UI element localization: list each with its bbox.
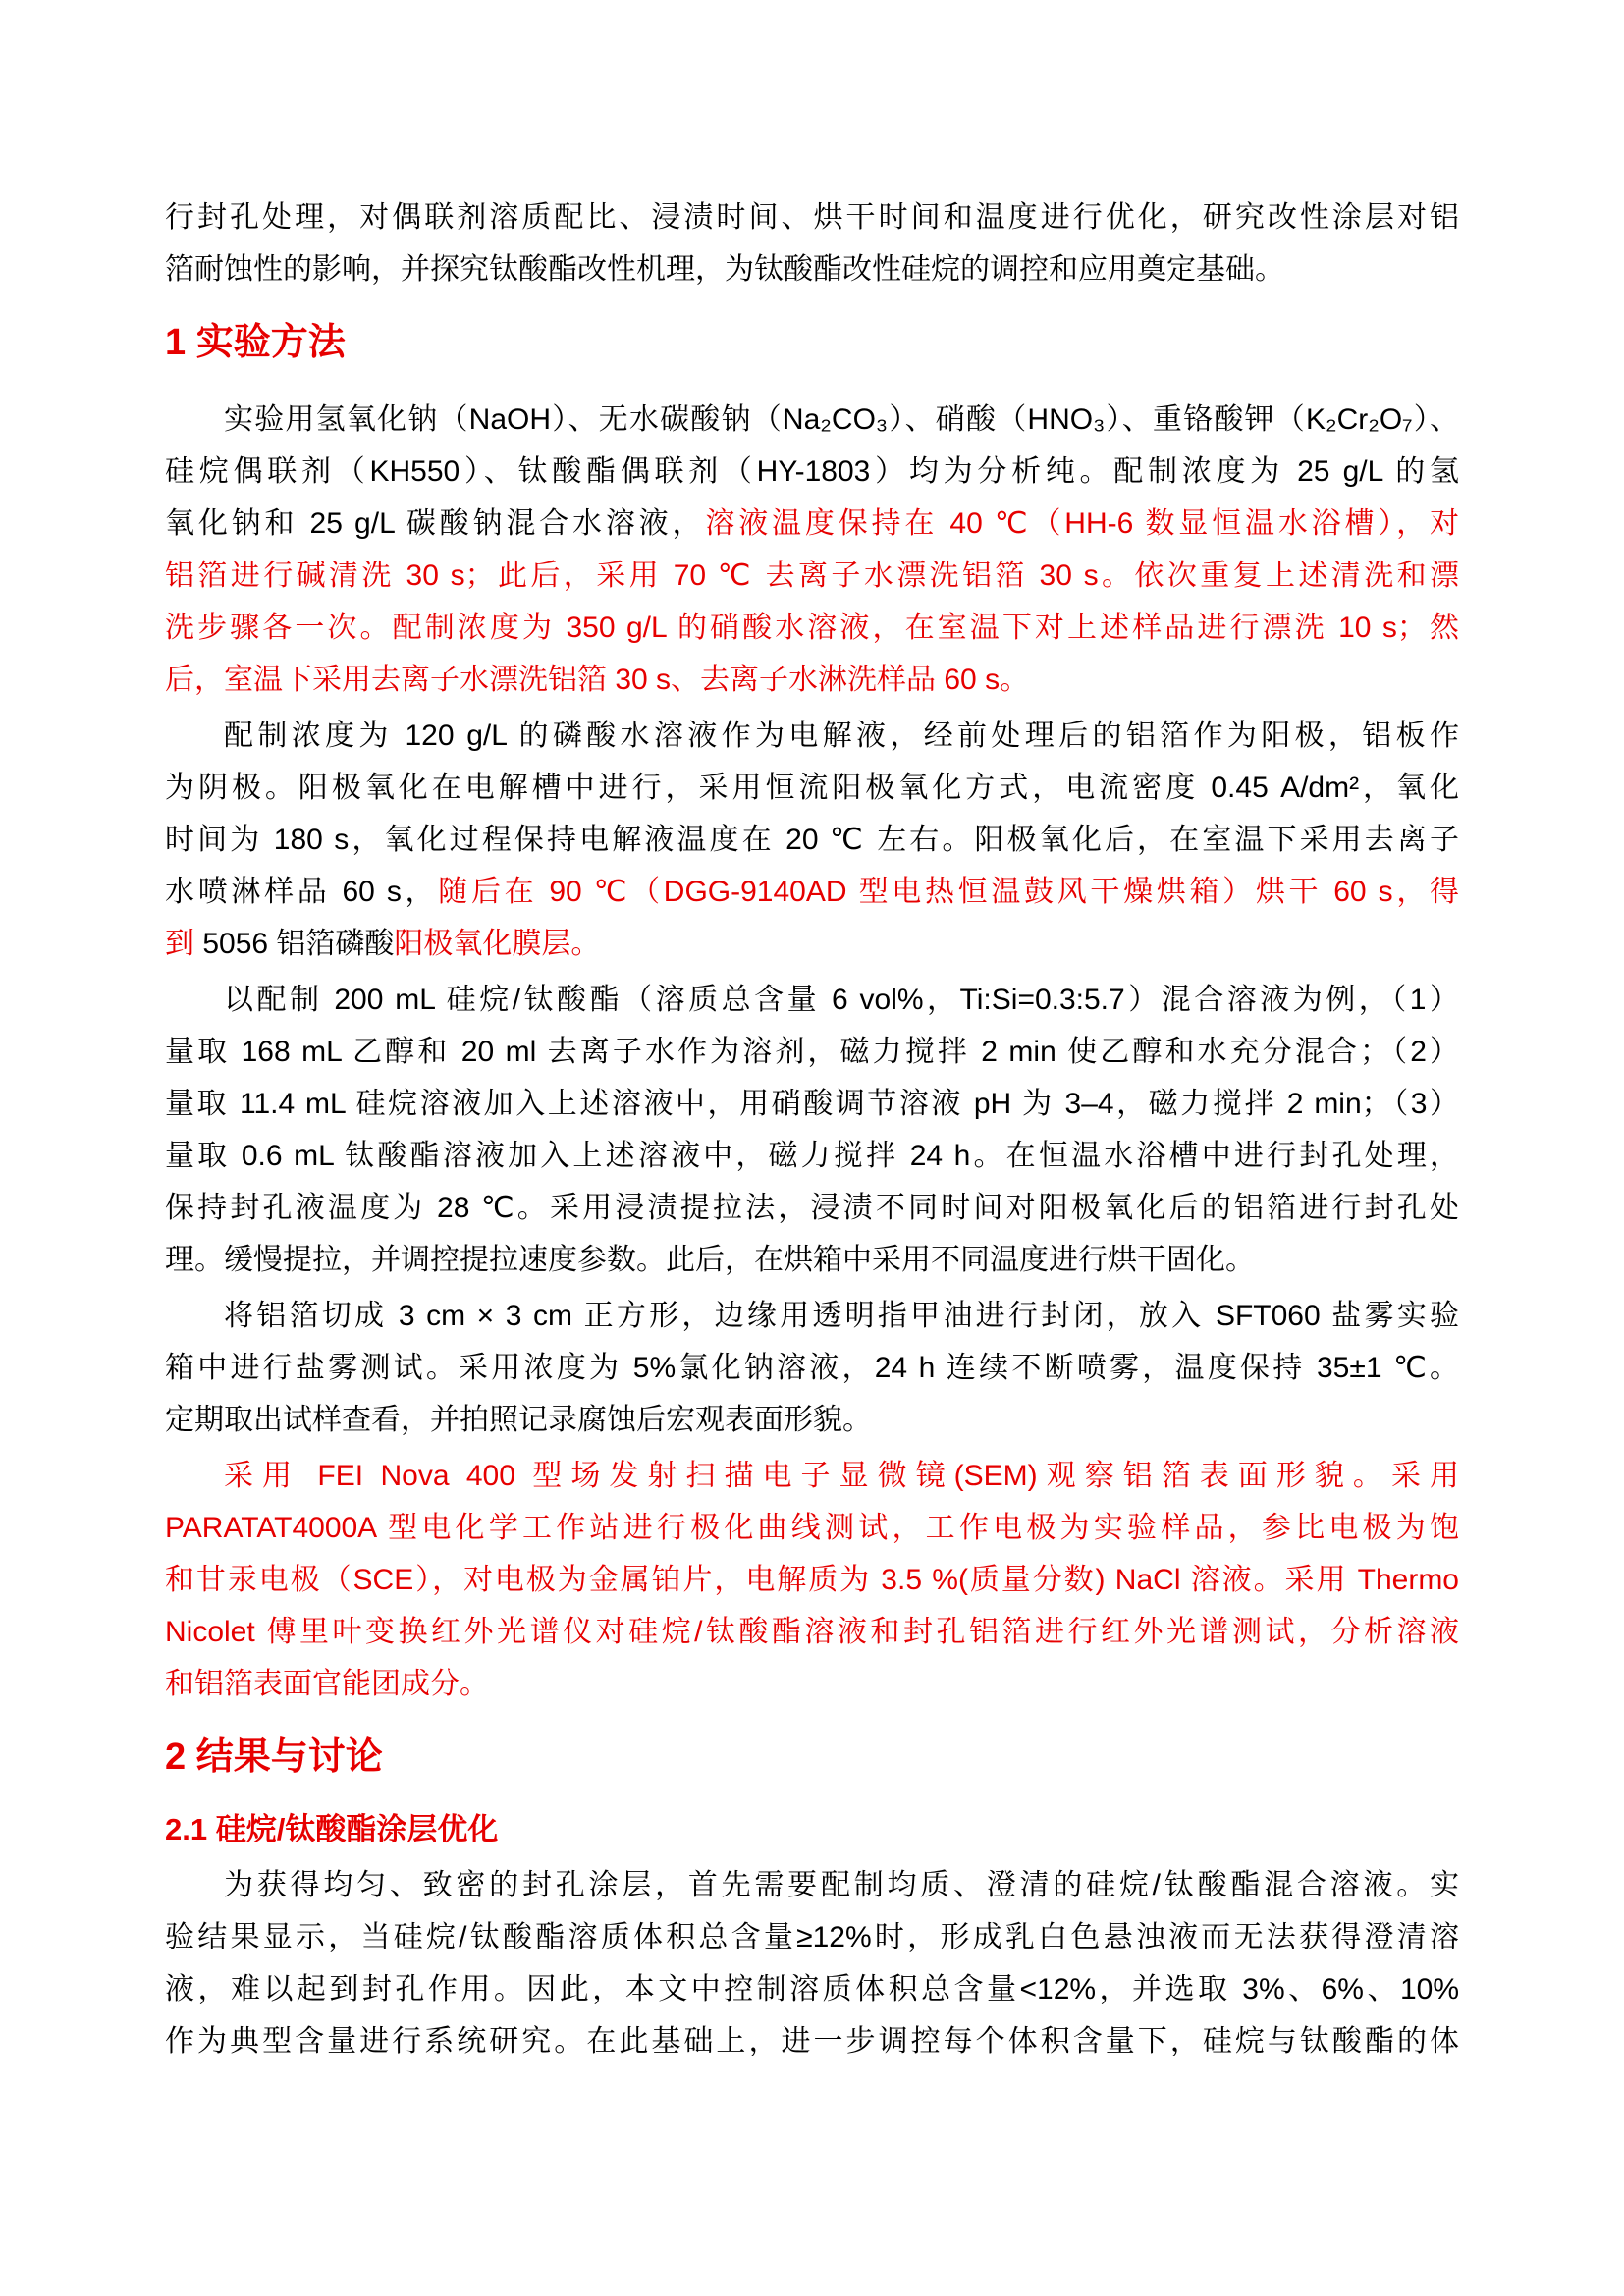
text-line: [165, 1394, 1459, 1446]
text-run: 量取 168 mL 乙醇和 20 ml 去离子水作为溶剂，磁力搅拌 2 min 使乙醇和水充分混合；（2）: [165, 1036, 1459, 1068]
text-line: [165, 918, 1459, 970]
text-run: 以配制 200 mL 硅烷/钛酸酯（溶质总含量 6 vol%，Ti:Si=0.3:5.7）混合溶液为例，（1）: [224, 984, 1459, 1016]
text-line: [165, 1342, 1459, 1394]
text-run: 液，难以起到封孔作用。因此，本文中控制溶质体积总含量<12%，并选取 3%、6%、10%: [165, 1973, 1459, 2005]
text-run: 为获得均匀、致密的封孔涂层，首先需要配制均质、澄清的硅烷/钛酸酯混合溶液。实: [224, 1869, 1459, 1901]
text-run: 验结果显示，当硅烷/钛酸酯溶质体积总含量≥12%时，形成乳白色悬浊液而无法获得澄清溶: [165, 1921, 1459, 1953]
text-line: [165, 1859, 1459, 1911]
text-line: [165, 814, 1459, 866]
text-line: [165, 243, 1459, 295]
text-line: [165, 498, 1459, 550]
revision-text-run: 和铝箔表面官能团成分。: [165, 1668, 489, 1700]
revision-text-run: 后，室温下采用去离子水漂洗铝箔 30 s、去离子水淋洗样品 60 s。: [165, 664, 1030, 696]
text-line: [165, 762, 1459, 814]
text-run: 保持封孔液温度为 28 ℃。采用浸渍提拉法，浸渍不同时间对阳极氧化后的铝箔进行封孔处: [165, 1192, 1459, 1224]
text-run: 硅烷偶联剂（KH550）、钛酸酯偶联剂（HY-1803）均为分析纯。配制浓度为 25 g/L 的氢: [165, 455, 1459, 488]
paragraph: [165, 1859, 1459, 2067]
paragraph: [165, 710, 1459, 970]
text-run: 理。缓慢提拉，并调控提拉速度参数。此后，在烘箱中采用不同温度进行烘干固化。: [165, 1244, 1255, 1276]
text-line: [165, 191, 1459, 243]
text-line: [165, 1658, 1459, 1710]
text-run: 作为典型含量进行系统研究。在此基础上，进一步调控每个体积含量下，硅烷与钛酸酯的体: [165, 2025, 1459, 2057]
paragraph: [165, 1450, 1459, 1710]
text-run: 量取 0.6 mL 钛酸酯溶液加入上述溶液中，磁力搅拌 24 h。在恒温水浴槽中进行封孔处理，: [165, 1140, 1459, 1172]
text-line: [165, 550, 1459, 602]
revision-text-run: 到: [165, 928, 194, 960]
text-run: 行封孔处理，对偶联剂溶质配比、浸渍时间、烘干时间和温度进行优化，研究改性涂层对铝: [165, 201, 1459, 234]
text-line: [165, 1963, 1459, 2015]
text-line: [165, 710, 1459, 762]
text-line: [165, 1290, 1459, 1342]
text-line: [165, 654, 1459, 706]
text-line: [165, 1502, 1459, 1554]
section-heading: 1 实验方法: [165, 322, 346, 363]
text-line: [165, 2015, 1459, 2067]
revision-text-run: PARATAT4000A 型电化学工作站进行极化曲线测试，工作电极为实验样品，参比电极为饱: [165, 1512, 1459, 1544]
text-run: 实验用氢氧化钠（NaOH）、无水碳酸钠（Na₂CO₃）、硝酸（HNO₃）、重铬酸钾（K₂Cr₂O₇）、: [224, 403, 1459, 436]
text-line: [165, 1554, 1459, 1606]
revision-text-run: 溶液温度保持在 40 ℃（HH-6 数显恒温水浴槽），对: [705, 507, 1459, 540]
revision-text-run: 铝箔进行碱清洗 30 s；此后，采用 70 ℃ 去离子水漂洗铝箔 30 s。依次重复上述清洗和漂: [165, 560, 1459, 592]
text-line: [165, 394, 1459, 446]
paragraph: [165, 191, 1459, 295]
revision-text-run: 和甘汞电极（SCE），对电极为金属铂片，电解质为 3.5 %(质量分数) NaCl 溶液。采用 Thermo: [165, 1564, 1459, 1596]
text-run: 箱中进行盐雾测试。采用浓度为 5%氯化钠溶液，24 h 连续不断喷雾，温度保持 35±1 ℃。: [165, 1352, 1459, 1384]
text-line: [165, 1182, 1459, 1234]
revision-text-run: 随后在 90 ℃（DGG-9140AD 型电热恒温鼓风干燥烘箱）烘干 60 s，得: [438, 876, 1459, 908]
revision-text-run: 洗步骤各一次。配制浓度为 350 g/L 的硝酸水溶液，在室温下对上述样品进行漂洗 10 s；然: [165, 612, 1459, 644]
text-run: 氧化钠和 25 g/L 碳酸钠混合水溶液，: [165, 507, 706, 540]
text-line: [165, 1234, 1459, 1286]
text-line: [165, 974, 1459, 1026]
text-run: 箔耐蚀性的影响，并探究钛酸酯改性机理，为钛酸酯改性硅烷的调控和应用奠定基础。: [165, 253, 1284, 286]
text-line: [165, 1026, 1459, 1078]
text-line: [165, 1606, 1459, 1658]
text-line: [165, 1450, 1459, 1502]
text-line: [165, 1130, 1459, 1182]
text-run: 时间为 180 s，氧化过程保持电解液温度在 20 ℃ 左右。阳极氧化后，在室温下采用去离子: [165, 824, 1459, 856]
paragraph: [165, 974, 1459, 1286]
text-run: 量取 11.4 mL 硅烷溶液加入上述溶液中，用硝酸调节溶液 pH 为 3–4，磁力搅拌 2 min；（3）: [165, 1088, 1459, 1120]
text-line: [165, 1911, 1459, 1963]
text-run: 配制浓度为 120 g/L 的磷酸水溶液作为电解液，经前处理后的铝箔作为阳极，铝板作: [224, 720, 1459, 752]
paragraph: [165, 394, 1459, 706]
document-body: [165, 191, 1459, 2067]
revision-text-run: Nicolet 傅里叶变换红外光谱仪对硅烷/钛酸酯溶液和封孔铝箔进行红外光谱测试，分析溶液: [165, 1616, 1459, 1648]
text-line: [165, 446, 1459, 498]
text-run: 将铝箔切成 3 cm × 3 cm 正方形，边缘用透明指甲油进行封闭，放入 SFT060 盐雾实验: [224, 1300, 1459, 1332]
text-line: [165, 866, 1459, 918]
section-heading: 2.1 硅烷/钛酸酯涂层优化: [165, 1812, 499, 1846]
text-run: 5056 铝箔磷酸: [194, 928, 395, 960]
text-run: 水喷淋样品 60 s，: [165, 876, 439, 908]
text-run: 定期取出试样查看，并拍照记录腐蚀后宏观表面形貌。: [165, 1404, 872, 1436]
text-line: [165, 1078, 1459, 1130]
revision-text-run: 采用 FEI Nova 400 型场发射扫描电子显微镜(SEM)观察铝箔表面形貌。采用: [224, 1460, 1459, 1492]
revision-text-run: 阳极氧化膜层。: [394, 928, 601, 960]
text-line: [165, 602, 1459, 654]
text-run: 为阴极。阳极氧化在电解槽中进行，采用恒流阳极氧化方式，电流密度 0.45 A/dm²，氧化: [165, 772, 1459, 804]
section-heading: 2 结果与讨论: [165, 1736, 383, 1778]
paragraph: [165, 1290, 1459, 1446]
